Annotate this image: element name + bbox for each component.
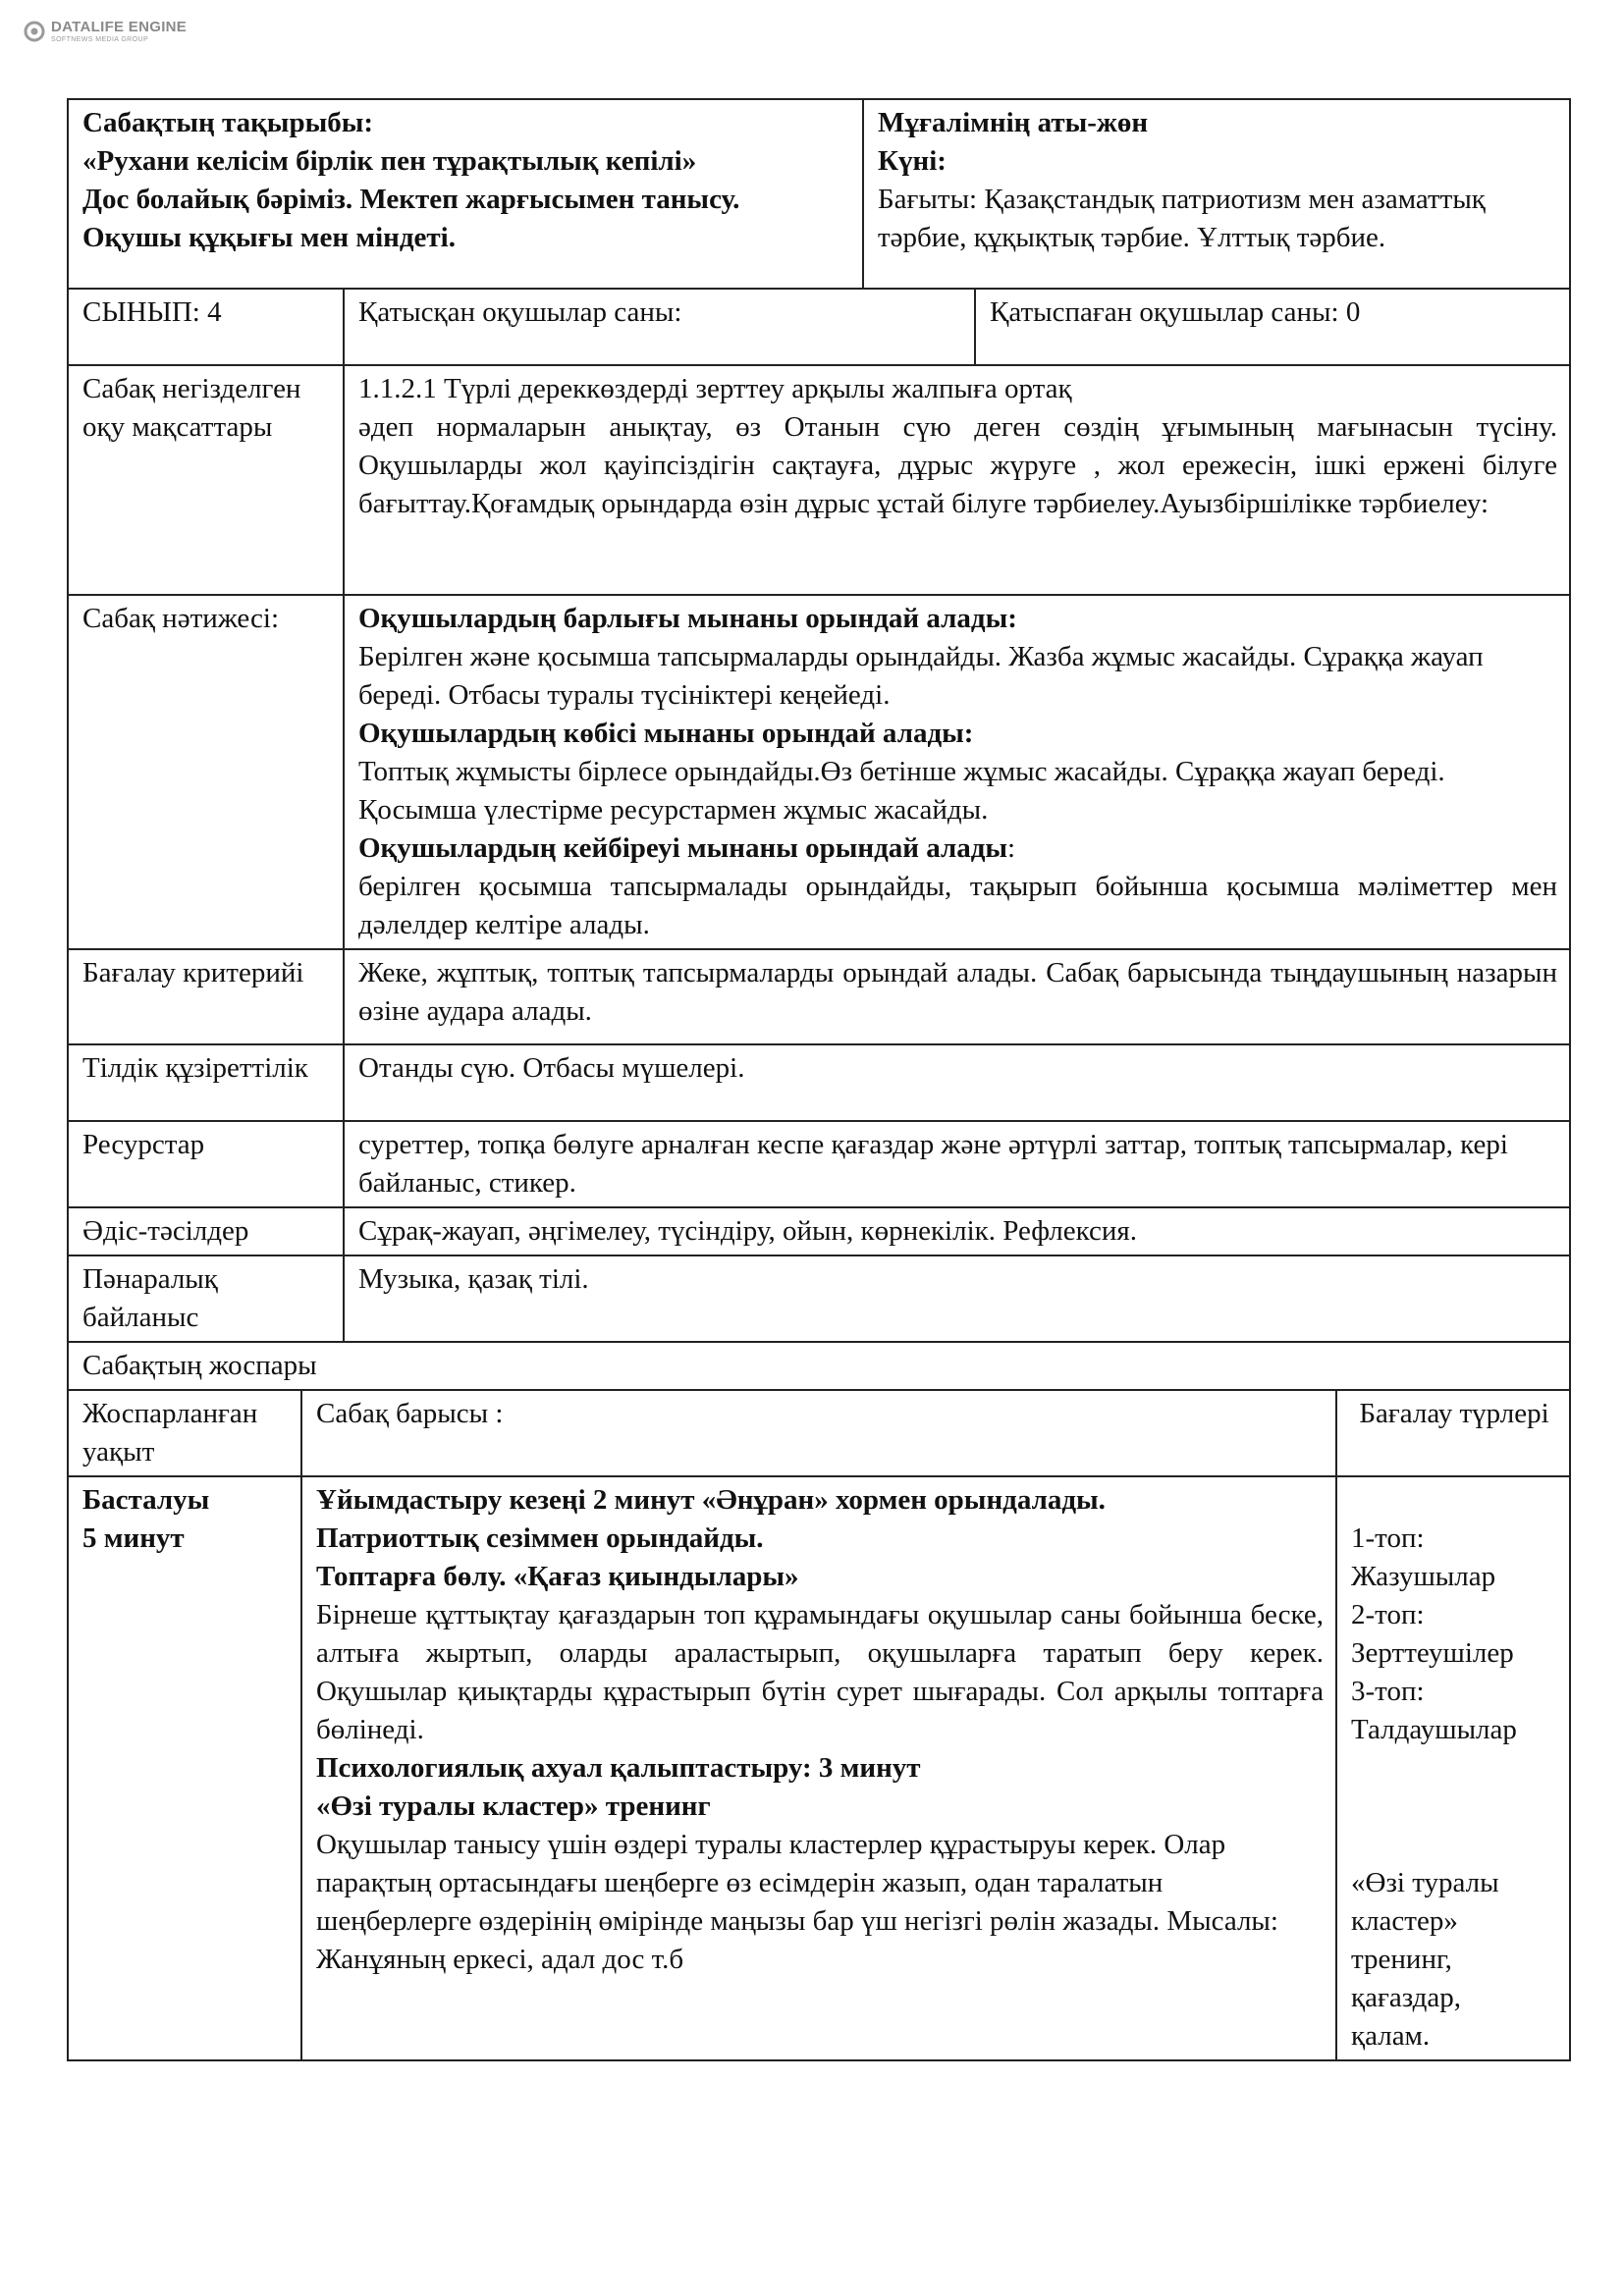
assessment-note-2: кластер» [1351,1905,1458,1937]
group-1-name: Жазушылар [1351,1561,1496,1592]
group-3-name: Талдаушылар [1351,1714,1517,1745]
absent-count: Қатыспаған оқушылар саны: 0 [975,289,1570,365]
stage-name: Басталуы [82,1484,210,1516]
direction-text: Бағыты: Қазақстандық патриотизм мен азаматтық тәрбие, құқықтық тәрбие. Ұлттық тәрбие. [878,184,1486,253]
interdisciplinary-label: Пәнаралық байланыс [68,1255,344,1342]
results-some-colon: : [1007,832,1016,864]
objectives-cell [344,365,1570,595]
header-table [67,98,1571,290]
assessment-note-3: тренинг, [1351,1944,1452,1975]
results-all-heading: Оқушылардың барлығы мынаны орындай алады: [358,603,1017,634]
criteria-text: Жеке, жұптық, топтық тапсырмаларды орындай алады. Сабақ барысында тыңдаушының назарын өзіне аудара алады. [344,949,1570,1044]
class-table [67,288,1571,366]
col-time-header: Жоспарланған уақыт [68,1390,301,1476]
group-2-label: 2-топ: [1351,1599,1425,1630]
progress-cell [301,1476,1336,2060]
teacher-cell [863,99,1570,289]
topic-cell [68,99,863,289]
org-heading: Ұйымдастыру кезеңі 2 минут «Әнұран» хормен орындалады. [316,1484,1106,1516]
plan-title: Сабақтың жоспары [68,1342,1570,1390]
assessment-note-1: «Өзі туралы [1351,1867,1499,1898]
results-most-heading: Оқушылардың көбісі мынаны орындай алады: [358,718,974,749]
results-some-text: берілген қосымша тапсырмалады орындайды, тақырып бойынша қосымша мәліметтер мен дәлелдер келтіре алады. [358,871,1557,940]
objectives-first-line: 1.1.2.1 Түрлі дереккөздерді зерттеу арқылы жалпыға ортақ [358,373,1072,404]
objectives-text: әдеп нормаларын анықтау, өз Отанын сүю деген сөздің ұғымының мағынасын түсіну. Оқушыларды жол қауіпсіздігін сақтауға, дұрыс жүруге , жол ережесін, ішкі ержені білуге бағыттау.Қоғамдық орындарда өзін дұрыс ұстай білуге тәрбиелеу.Ауызбіршілікке тәрбиелеу: [358,411,1557,519]
language-label: Тілдік құзіреттілік [68,1044,344,1121]
present-count: Қатысқан оқушылар саны: [344,289,975,365]
org-heading-2: Патриоттық сезіммен орындайды. [316,1522,764,1554]
lesson-plan-document [67,98,1569,2061]
language-text: Отанды сүю. Отбасы мүшелері. [344,1044,1570,1121]
logo-tagline: SOFTNEWS MEDIA GROUP [51,36,149,43]
class-number: СЫНЫП: 4 [68,289,344,365]
psych-heading: Психологиялық ахуал қалыптастыру: 3 минут [316,1752,921,1784]
logo-name: DATALIFE ENGINE [51,19,188,35]
stage-cell [68,1476,301,2060]
plan-table [67,1341,1571,2061]
results-all-text: Берілген және қосымша тапсырмаларды орындайды. Жазба жұмыс жасайды. Сұраққа жауап береді. Отбасы туралы түсініктері кеңейеді. [358,641,1484,711]
topic-label: Сабақтың тақырыбы: [82,107,374,138]
methods-text: Сұрақ-жауап, әңгімелеу, түсіндіру, ойын, көрнекілік. Рефлексия. [344,1207,1570,1255]
teacher-label: Мұғалімнің аты-жөн [878,107,1149,138]
results-some-heading: Оқушылардың кейбіреуі мынаны орындай алады [358,832,1008,864]
split-text: Бірнеше құттықтау қағаздарын топ құрамындағы оқушылар саны бойынша беске, алтыға жыртып, оларды араластырып, оқушыларға таратып беру керек. Оқушылар қиықтарды құрастырып бүтін сурет шығарады. Сол арқылы топтарға бөлінеді. [316,1599,1324,1745]
methods-label: Әдіс-тәсілдер [68,1207,344,1255]
assessment-note-5: қалам. [1351,2020,1431,2052]
training-text: Оқушылар танысу үшін өздері туралы кластерлер құрастыруы керек. Олар парақтың ортасындағы шеңберге өз есімдерін жазып, одан таралатын шеңберлерге өздерінің өмірінде маңызы бар үш негізгі рөлін жазады. Мысалы: Жанұяның еркесі, адал дос т.б [316,1829,1278,1975]
date-label: Күні: [878,145,947,177]
results-most-text: Топтық жұмысты бірлесе орындайды.Өз бетінше жұмыс жасайды. Сұраққа жауап береді. Қосымша үлестірме ресурстармен жұмыс жасайды. [358,756,1445,826]
col-assessment-header: Бағалау түрлері [1336,1390,1570,1476]
stage-time: 5 минут [82,1522,185,1554]
assessment-cell [1336,1476,1570,2060]
results-label: Сабақ нәтижесі: [68,595,344,949]
criteria-label: Бағалау критерийі [68,949,344,1044]
group-1-label: 1-топ: [1351,1522,1425,1554]
training-heading: «Өзі туралы кластер» тренинг [316,1790,711,1822]
interdisciplinary-text: Музыка, қазақ тілі. [344,1255,1570,1342]
topic-line-2: Дос болайық бәріміз. Мектеп жарғысымен танысу. [82,184,740,215]
results-cell [344,595,1570,949]
col-progress-header: Сабақ барысы : [301,1390,1336,1476]
group-3-label: 3-топ: [1351,1676,1425,1707]
objectives-label: Сабақ негізделген оқу мақсаттары [68,365,344,595]
details-table [67,364,1571,1343]
resources-text: суреттер, топқа бөлуге арналған кеспе қағаздар және әртүрлі заттар, топтық тапсырмалар, кері байланыс, стикер. [344,1121,1570,1207]
resources-label: Ресурстар [68,1121,344,1207]
logo-icon [24,21,45,42]
topic-line-3: Оқушы құқығы мен міндеті. [82,222,456,253]
topic-line-1: «Рухани келісім бірлік пен тұрақтылық кепілі» [82,145,697,177]
split-heading: Топтарға бөлу. «Қағаз қиындылары» [316,1561,799,1592]
site-logo [24,20,187,43]
group-2-name: Зерттеушілер [1351,1637,1514,1669]
assessment-note-4: қағаздар, [1351,1982,1462,2013]
